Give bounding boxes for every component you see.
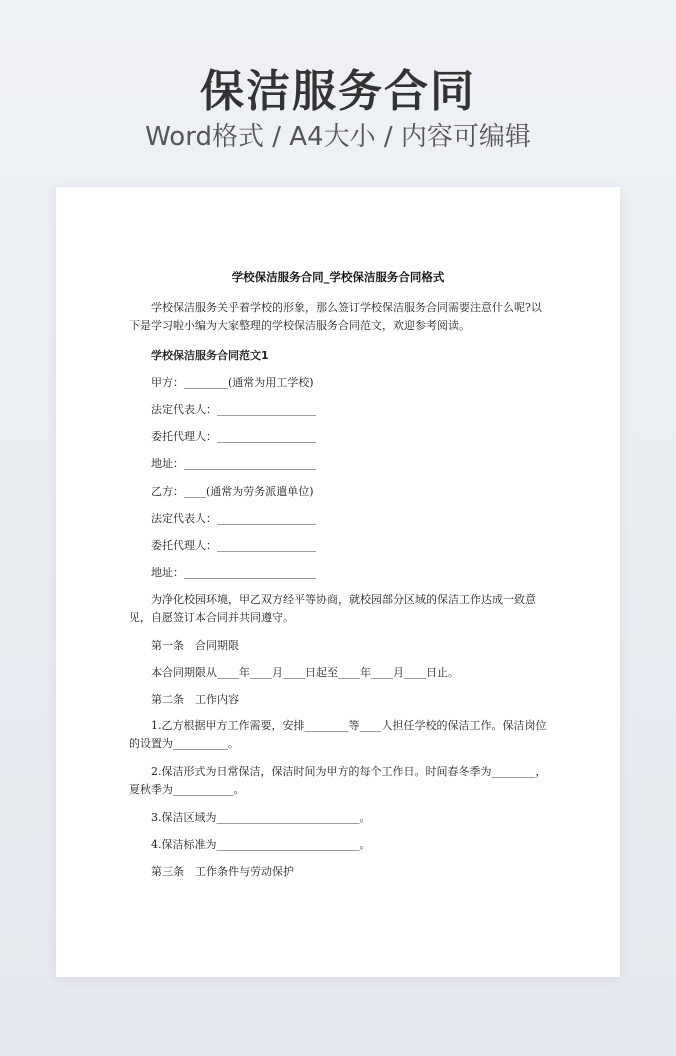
article-2-title: 第二条 工作内容 [151, 693, 239, 706]
party-a-line: 甲方：________(通常为用工学校) [151, 376, 314, 389]
article-2-item-2: 2.保洁形式为日常保洁，保洁时间为甲方的每个工作日。时间春冬季为________，夏秋季为___________。 [129, 765, 547, 796]
article-2-item-3: 3.保洁区域为__________________________。 [151, 811, 371, 824]
section-heading: 学校保洁服务合同范文1 [151, 349, 269, 362]
party-a-rep-line: 法定代表人：__________________ [151, 403, 316, 416]
article-1-text: 本合同期限从____年____月____日起至____年____月____日止。 [151, 666, 459, 679]
article-3-title: 第三条 工作条件与劳动保护 [151, 865, 294, 878]
purpose-paragraph: 为净化校园环境，甲乙双方经平等协商，就校园部分区域的保洁工作达成一致意见，自愿签订本合同并共同遵守。 [129, 593, 536, 624]
document-title: 学校保洁服务合同_学校保洁服务合同格式 [231, 270, 445, 284]
banner-title: 保洁服务合同 [200, 66, 476, 117]
article-2-item-4: 4.保洁标准为__________________________。 [151, 838, 371, 851]
party-a-agent-line: 委托代理人：__________________ [151, 430, 316, 443]
article-1-title: 第一条 合同期限 [151, 639, 239, 652]
article-2-item-1: 1.乙方根据甲方工作需要，安排________等____人担任学校的保洁工作。保洁岗位的设置为__________。 [129, 719, 547, 750]
party-b-rep-line: 法定代表人：__________________ [151, 512, 316, 525]
intro-paragraph: 学校保洁服务关乎着学校的形象，那么签订学校保洁服务合同需要注意什么呢?以下是学习啦小编为大家整理的学校保洁服务合同范文，欢迎参考阅读。 [129, 301, 542, 332]
party-b-agent-line: 委托代理人：__________________ [151, 539, 316, 552]
party-b-address-line: 地址：________________________ [151, 566, 316, 579]
party-b-line: 乙方：____(通常为劳务派遣单位) [151, 485, 314, 498]
banner-subtitle: Word格式 / A4大小 / 内容可编辑 [145, 122, 531, 152]
party-a-address-line: 地址：________________________ [151, 457, 316, 470]
document-page [56, 187, 620, 977]
